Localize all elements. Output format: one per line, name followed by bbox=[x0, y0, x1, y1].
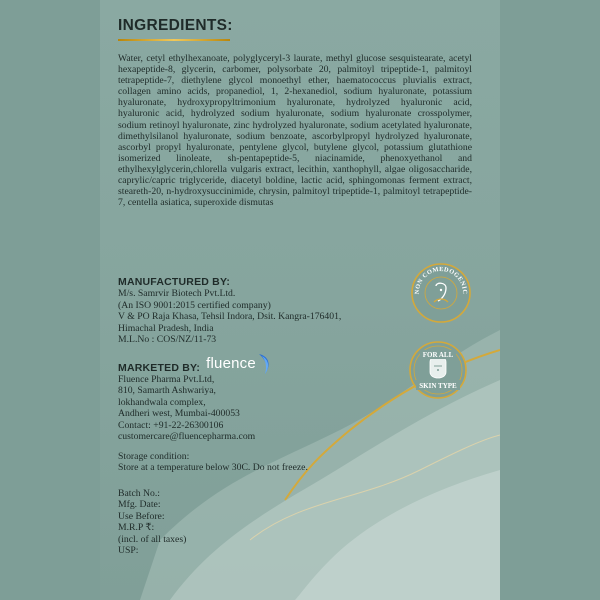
storage-block bbox=[118, 451, 308, 474]
badge-text-skin-type: SKIN TYPE bbox=[419, 382, 457, 390]
marketer-title: MARKETED BY: bbox=[118, 361, 201, 374]
batch-line: USP: bbox=[118, 545, 139, 557]
marketer-line: lokhandwala complex, bbox=[118, 396, 206, 408]
manufacturer-line: (An ISO 9001:2015 certified company) bbox=[118, 299, 271, 311]
ingredients-text: Water, cetyl ethylhexanoate, polyglyceryl-3 laurate, methyl glucose sesquistearate, acetyl hexapeptide-8, glycerin, carbomer, polysorbate 20, palmitoyl tripeptide-1, palmitoyl tetrapeptide-7, diethylene glycol monoethyl ether, haematococcus pluvialis extract, collagen amino acids, propanediol, 1, 2-hexanediol, sodium hyaluronate, potassium hyaluronate, hydroxypropyltrimonium hyaluronate, hydrolyzed hyaluronic acid, hyaluronic acid, hydrolyzed sodium hyaluronate, sodium hyaluronate crosspolymer, sodium retinoyl hyaluronate, zinc hydrolyzed hyaluronate, sodium acetylated hyaluronate, dimethylsilanol hyaluronate, sodium benzoate, ascorbylpropyl hydrolyzed hyaluronate, ascorbyl propyl hyaluronate, pentylene glycol, butylene glycol, potassium glutathione isomerized linoleate, sh-pentapeptide-5, niacinamide, phenoxyethanol and ethylhexylglycerin,chlorella vulgaris extract, lecithin, xanthophyll, algae oligosaccharide, caprylic/capric triglyceride, diacetyl boldine, lactic acid, sphingomonas ferment extract, steareth-20, n-hydroxysuccinimide, chrysin, palmitoyl tripeptide-1, palmitoyl tetrapeptide-7, centella asiatica, superoxide dismutas bbox=[118, 53, 472, 209]
marketer-line: 810, Samarth Ashwariya, bbox=[118, 385, 216, 397]
manufacturer-title: MANUFACTURED BY: bbox=[118, 276, 231, 288]
storage-text: Store at a temperature below 30C. Do not freeze. bbox=[118, 462, 308, 474]
batch-line: (incl. of all taxes) bbox=[118, 533, 187, 545]
badge-text-non-comedogenic: NON COMEDOGENIC bbox=[413, 265, 469, 295]
manufacturer-line: Himachal Pradesh, India bbox=[118, 322, 214, 334]
all-skin-type-badge bbox=[408, 340, 468, 400]
storage-title: Storage condition: bbox=[118, 451, 190, 462]
manufacturer-block bbox=[118, 277, 341, 345]
batch-line: Mfg. Date: bbox=[118, 499, 161, 511]
manufacturer-line: M.L.No : COS/NZ/11-73 bbox=[118, 334, 217, 346]
manufacturer-line: V & PO Raja Khasa, Tehsil Indora, Dsit. Kangra-176401, bbox=[118, 311, 342, 323]
batch-line: M.R.P ₹: bbox=[118, 522, 155, 534]
marketer-line: Fluence Pharma Pvt.Ltd, bbox=[118, 374, 215, 385]
marketer-line: Contact: +91-22-26300106 bbox=[118, 419, 224, 431]
badge-text-for-all: FOR ALL bbox=[422, 351, 454, 359]
marketer-line: customercare@fluencepharma.com bbox=[118, 431, 256, 443]
fluence-logo bbox=[206, 352, 274, 376]
batch-line: Batch No.: bbox=[118, 488, 160, 499]
ingredients-heading: INGREDIENTS: bbox=[118, 17, 233, 34]
heading-underline bbox=[118, 39, 230, 41]
manufacturer-line: M/s. Samrvir Biotech Pvt.Ltd. bbox=[118, 288, 236, 300]
marketer-block bbox=[118, 350, 274, 442]
non-comedogenic-badge bbox=[410, 262, 472, 324]
skin-type-icon bbox=[430, 356, 446, 378]
fluence-swirl-icon bbox=[256, 352, 274, 376]
batch-block bbox=[118, 488, 186, 556]
fluence-logo-text: fluence bbox=[206, 355, 256, 373]
marketer-line: Andheri west, Mumbai-400053 bbox=[118, 408, 240, 420]
batch-line: Use Before: bbox=[118, 510, 165, 522]
